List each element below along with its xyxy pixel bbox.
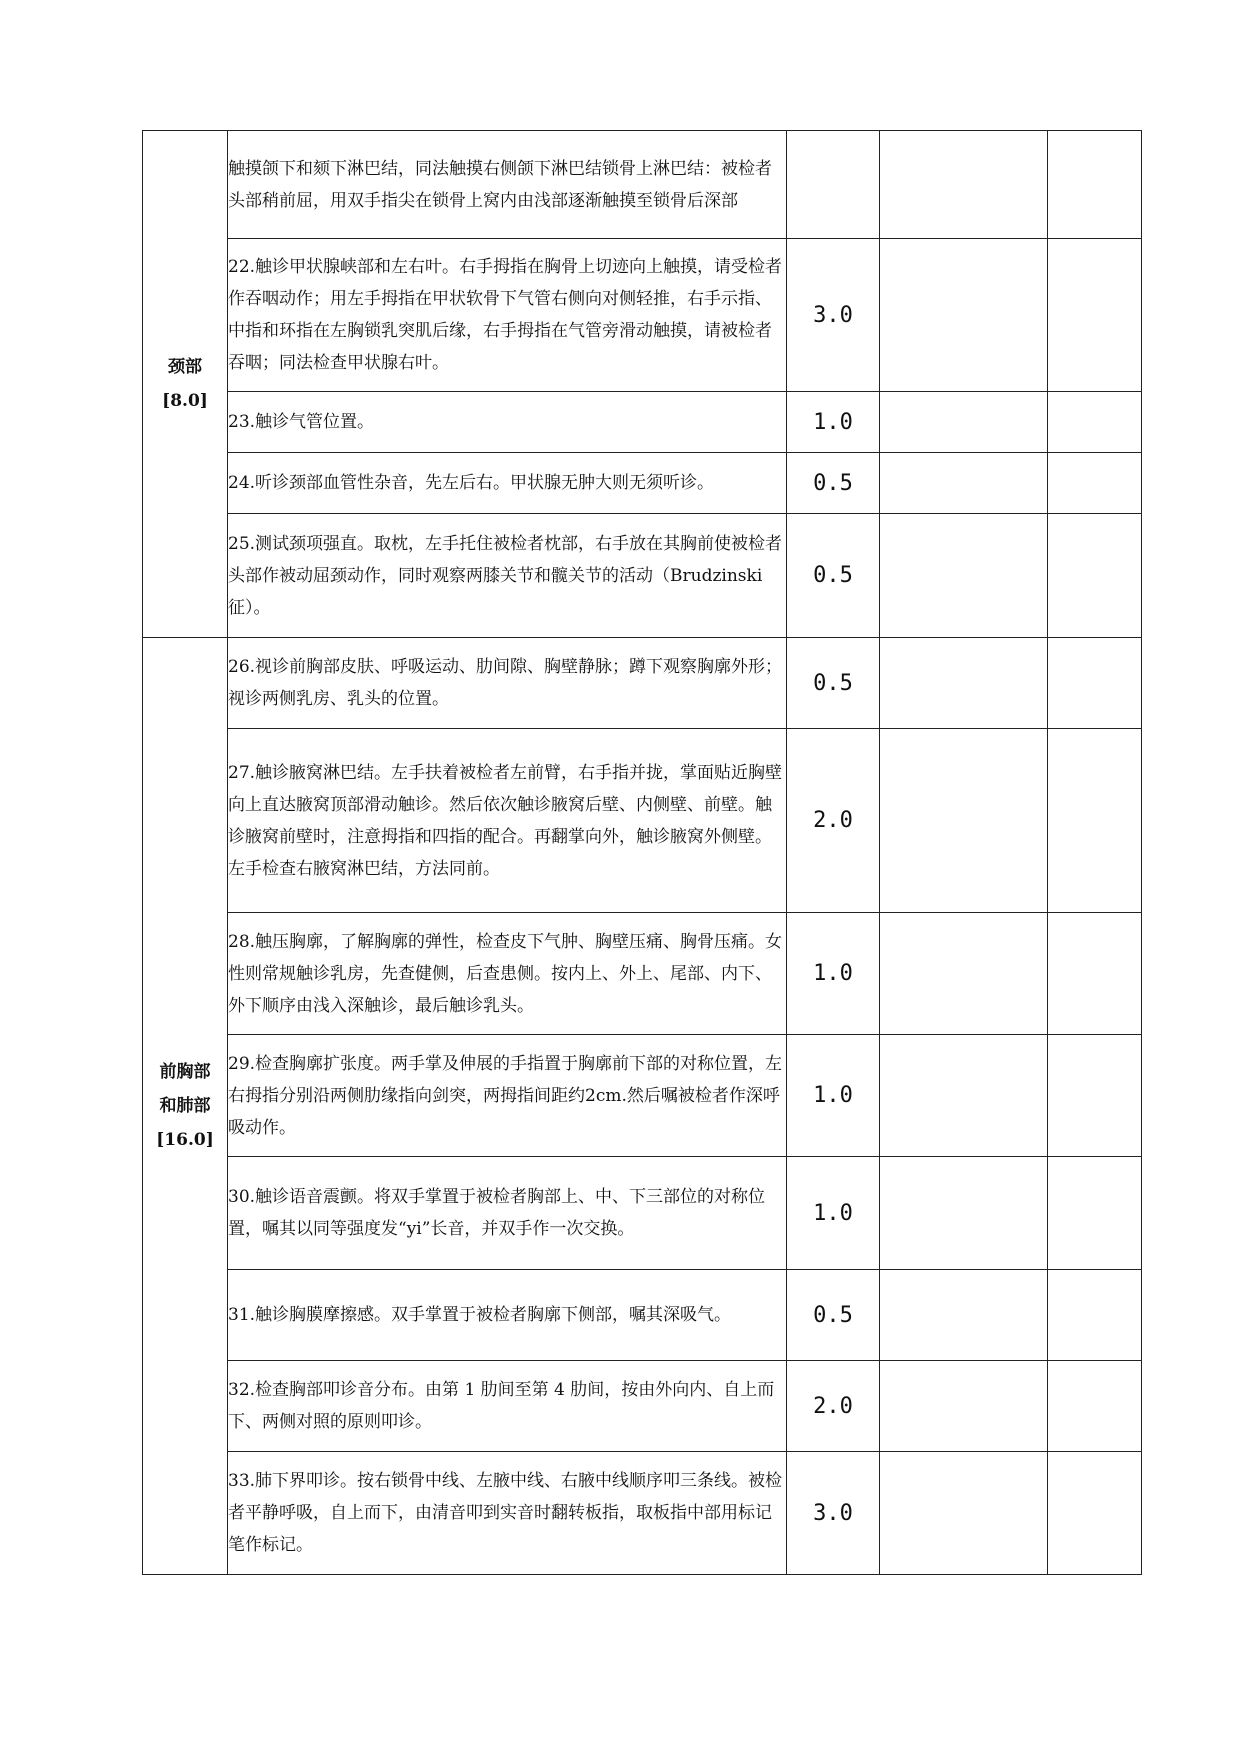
table-row — [143, 1157, 1142, 1270]
remark-cell-empty — [1048, 729, 1142, 913]
item-score: 0.5 — [787, 514, 880, 638]
item-score: 1.0 — [787, 913, 880, 1035]
item-description: 24.听诊颈部血管性杂音，先左后右。甲状腺无肿大则无须听诊。 — [228, 453, 787, 514]
remark-cell-empty — [1048, 1270, 1142, 1361]
score-cell-empty — [880, 1361, 1048, 1452]
section-points: [8.0] — [162, 391, 208, 411]
table-row — [143, 1270, 1142, 1361]
item-description: 32.检查胸部叩诊音分布。由第 1 肋间至第 4 肋间，按由外向内、自上而下、两侧对照的原则叩诊。 — [228, 1361, 787, 1452]
item-description: 28.触压胸廓，了解胸廓的弹性，检查皮下气肿、胸壁压痛、胸骨压痛。女性则常规触诊乳房，先查健侧，后查患侧。按内上、外上、尾部、内下、外下顺序由浅入深触诊，最后触诊乳头。 — [228, 913, 787, 1035]
remark-cell-empty — [1048, 239, 1142, 392]
item-description: 触摸颌下和颏下淋巴结，同法触摸右侧颌下淋巴结锁骨上淋巴结：被检者头部稍前屈，用双手指尖在锁骨上窝内由浅部逐渐触摸至锁骨后深部 — [228, 131, 787, 239]
section-points: [16.0] — [156, 1130, 214, 1150]
item-description: 25.测试颈项强直。取枕，左手托住被检者枕部，右手放在其胸前使被检者头部作被动屈颈动作，同时观察两膝关节和髋关节的活动（Brudzinski 征）。 — [228, 514, 787, 638]
item-description: 30.触诊语音震颤。将双手掌置于被检者胸部上、中、下三部位的对称位置，嘱其以同等强度发“yi”长音，并双手作一次交换。 — [228, 1157, 787, 1270]
score-cell-empty — [880, 1270, 1048, 1361]
remark-cell-empty — [1048, 1157, 1142, 1270]
table-row — [143, 131, 1142, 239]
remark-cell-empty — [1048, 1361, 1142, 1452]
score-cell-empty — [880, 392, 1048, 453]
item-score: 2.0 — [787, 729, 880, 913]
remark-cell-empty — [1048, 131, 1142, 239]
score-cell-empty — [880, 1157, 1048, 1270]
remark-cell-empty — [1048, 1452, 1142, 1575]
section-title: 颈部 — [168, 357, 202, 377]
item-score — [787, 131, 880, 239]
remark-cell-empty — [1048, 453, 1142, 514]
item-description: 31.触诊胸膜摩擦感。双手掌置于被检者胸廓下侧部，嘱其深吸气。 — [228, 1270, 787, 1361]
table-row — [143, 638, 1142, 729]
table-row — [143, 1452, 1142, 1575]
section-title-line: 前胸部 — [159, 1062, 211, 1082]
item-description: 26.视诊前胸部皮肤、呼吸运动、肋间隙、胸壁静脉；蹲下观察胸廓外形；视诊两侧乳房、乳头的位置。 — [228, 638, 787, 729]
remark-cell-empty — [1048, 913, 1142, 1035]
item-score: 3.0 — [787, 239, 880, 392]
remark-cell-empty — [1048, 638, 1142, 729]
score-cell-empty — [880, 1035, 1048, 1157]
score-cell-empty — [880, 239, 1048, 392]
item-description: 22.触诊甲状腺峡部和左右叶。右手拇指在胸骨上切迹向上触摸，请受检者作吞咽动作；用左手拇指在甲状软骨下气管右侧向对侧轻推，右手示指、中指和环指在左胸锁乳突肌后缘，右手拇指在气管旁滑动触摸，请被检者吞咽；同法检查甲状腺右叶。 — [228, 239, 787, 392]
score-cell-empty — [880, 638, 1048, 729]
table-row — [143, 1361, 1142, 1452]
item-score: 1.0 — [787, 1157, 880, 1270]
section-label-neck — [143, 131, 228, 638]
section-label-chest-lungs — [143, 638, 228, 1575]
table-row — [143, 514, 1142, 638]
remark-cell-empty — [1048, 392, 1142, 453]
item-score: 0.5 — [787, 1270, 880, 1361]
remark-cell-empty — [1048, 1035, 1142, 1157]
score-cell-empty — [880, 729, 1048, 913]
item-score: 3.0 — [787, 1452, 880, 1575]
score-cell-empty — [880, 913, 1048, 1035]
exam-score-table — [142, 130, 1142, 1575]
score-cell-empty — [880, 131, 1048, 239]
table-row — [143, 1035, 1142, 1157]
table-row — [143, 392, 1142, 453]
item-description: 27.触诊腋窝淋巴结。左手扶着被检者左前臂，右手指并拢，掌面贴近胸壁向上直达腋窝顶部滑动触诊。然后依次触诊腋窝后壁、内侧壁、前壁。触诊腋窝前壁时，注意拇指和四指的配合。再翻掌向外，触诊腋窝外侧壁。左手检查右腋窝淋巴结，方法同前。 — [228, 729, 787, 913]
section-title-line: 和肺部 — [159, 1096, 211, 1116]
table-row — [143, 453, 1142, 514]
table-row — [143, 913, 1142, 1035]
item-description: 23.触诊气管位置。 — [228, 392, 787, 453]
item-score: 1.0 — [787, 392, 880, 453]
item-description: 33.肺下界叩诊。按右锁骨中线、左腋中线、右腋中线顺序叩三条线。被检者平静呼吸，自上而下，由清音叩到实音时翻转板指，取板指中部用标记笔作标记。 — [228, 1452, 787, 1575]
score-cell-empty — [880, 453, 1048, 514]
table-row — [143, 239, 1142, 392]
score-cell-empty — [880, 1452, 1048, 1575]
item-score: 2.0 — [787, 1361, 880, 1452]
item-score: 0.5 — [787, 638, 880, 729]
item-score: 1.0 — [787, 1035, 880, 1157]
table-row — [143, 729, 1142, 913]
remark-cell-empty — [1048, 514, 1142, 638]
item-score: 0.5 — [787, 453, 880, 514]
score-cell-empty — [880, 514, 1048, 638]
item-description: 29.检查胸廓扩张度。两手掌及伸展的手指置于胸廓前下部的对称位置，左右拇指分别沿两侧肋缘指向剑突，两拇指间距约2cm.然后嘱被检者作深呼吸动作。 — [228, 1035, 787, 1157]
